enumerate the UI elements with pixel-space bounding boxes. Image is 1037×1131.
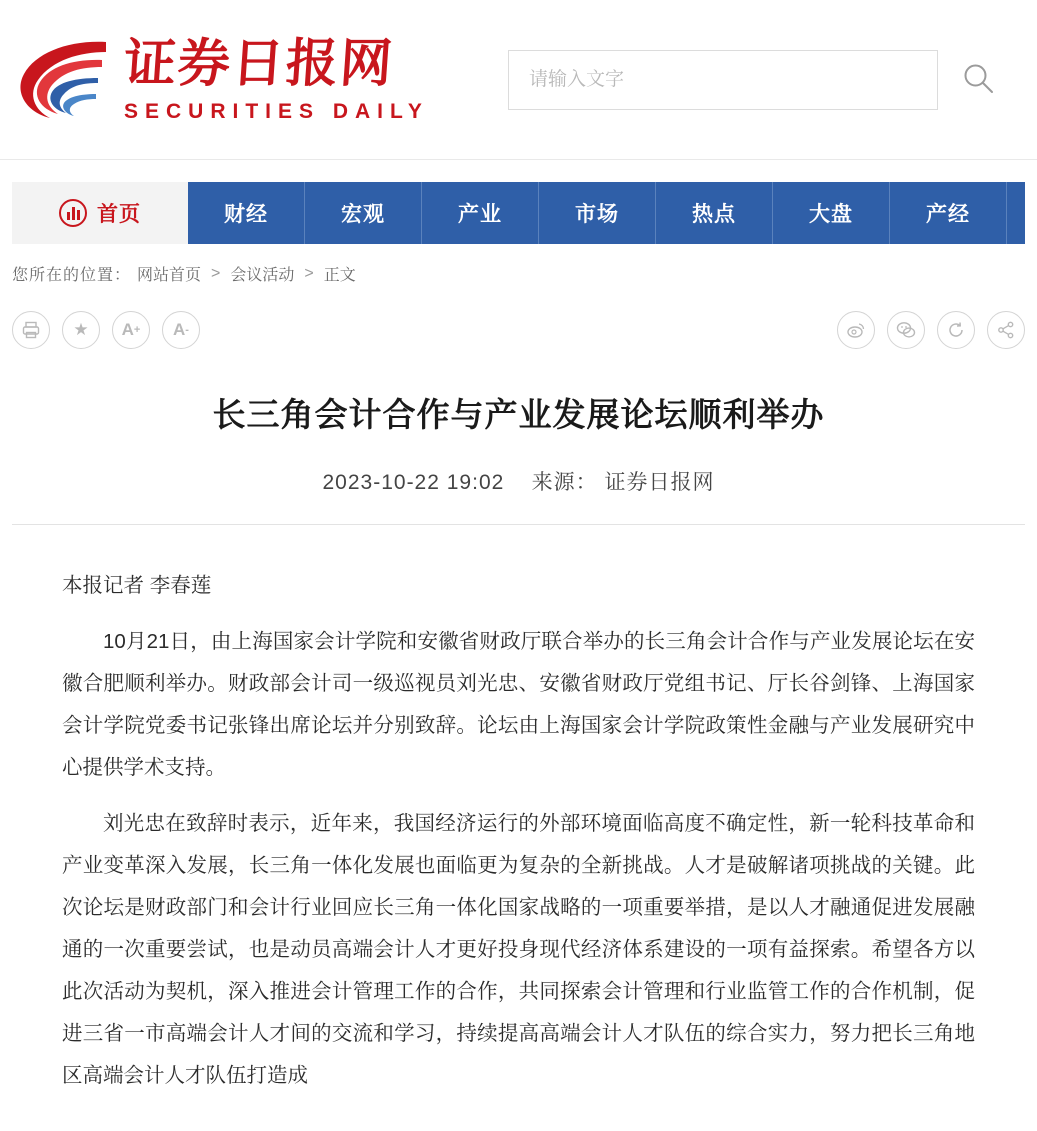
breadcrumb-item-home[interactable]: 网站首页 [137,267,202,284]
breadcrumb [12,262,1025,285]
site-logo[interactable] [10,26,450,134]
nav-item-label: 产经 [926,203,970,226]
nav-item-label: 市场 [575,203,619,226]
nav-item-hongguan[interactable] [305,182,422,244]
site-header [0,0,1037,160]
article-datetime: 2023-10-22 19:02 [322,471,505,494]
share-icon[interactable] [987,311,1025,349]
weibo-share-icon[interactable] [837,311,875,349]
article-byline: 本报记者 李春莲 [62,574,212,597]
article-source-label: 来源： [531,471,598,494]
favorite-star-icon[interactable] [62,311,100,349]
article-source: 证券日报网 [604,471,715,494]
font-sup: - [185,324,189,336]
breadcrumb-label: 您所在的位置： [12,267,132,284]
font-increase-icon[interactable] [112,311,150,349]
nav-item-label: 宏观 [341,203,385,226]
nav-item-chanye[interactable] [422,182,539,244]
logo-text-en: SECURITIES DAILY [124,100,429,124]
logo-mark-icon [10,26,118,134]
nav-item-home[interactable] [12,182,188,244]
article-meta [12,466,1025,496]
font-letter: A [121,320,134,339]
search-icon [961,61,995,98]
toolbar-share-group [837,311,1025,349]
nav-item-caijing[interactable] [188,182,305,244]
font-sup: + [133,324,141,336]
breadcrumb-item-category[interactable]: 会议活动 [230,267,295,284]
breadcrumb-separator: > [304,264,314,282]
nav-item-shichang[interactable] [539,182,656,244]
nav-item-redian[interactable] [656,182,773,244]
wechat-share-icon[interactable] [887,311,925,349]
article-paragraph: 10月21日，由上海国家会计学院和安徽省财政厅联合举办的长三角会计合作与产业发展论坛在安徽合肥顺利举办。财政部会计司一级巡视员刘光忠、安徽省财政厅党组书记、厅长谷剑锋、上海国家会计学院党委书记张锋出席论坛并分别致辞。论坛由上海国家会计学院政策性金融与产业发展研究中心提供学术支持。 [62,630,975,779]
nav-item-label: 首页 [97,203,141,226]
nav-item-chanjing[interactable] [890,182,1007,244]
search-area [508,50,1018,110]
toolbar-left-group [12,311,200,349]
article-paragraph: 刘光忠在致辞时表示，近年来，我国经济运行的外部环境面临高度不确定性，新一轮科技革命和产业变革深入发展，长三角一体化发展也面临更为复杂的全新挑战。人才是破解诸项挑战的关键。此次论坛是财政部门和会计行业回应长三角一体化国家战略的一项重要举措，是以人才融通促进发展融通的一次重要尝试，也是动员高端会计人才更好投身现代经济体系建设的一项有益探索。希望各方以此次活动为契机，深入推进会计管理工作的合作，共同探索会计管理和行业监管工作的合作机制，促进三省一市高端会计人才间的交流和学习，持续提高高端会计人才队伍的综合实力，努力把长三角地区高端会计人才队伍打造成 [62,812,975,1087]
font-letter: A [173,320,186,339]
article-header [12,353,1025,525]
page-title: 长三角会计合作与产业发展论坛顺利举办 [212,395,825,434]
search-box[interactable] [508,50,938,110]
refresh-share-icon[interactable] [937,311,975,349]
nav-item-label: 财经 [224,203,268,226]
font-decrease-icon[interactable] [162,311,200,349]
nav-item-label: 大盘 [809,203,853,226]
logo-text-cn: 证券日报网 [121,32,397,94]
star-glyph: ★ [73,320,89,339]
article [12,353,1025,1131]
nav-item-label: 热点 [692,203,736,226]
breadcrumb-separator: > [211,264,221,282]
article-body [12,525,1025,1131]
nav-item-label: 产业 [458,203,502,226]
chart-icon [59,199,87,227]
main-nav [12,182,1025,244]
nav-item-dapan[interactable] [773,182,890,244]
article-toolbar [12,307,1025,353]
search-button[interactable] [938,50,1018,110]
search-input[interactable] [527,68,919,92]
breadcrumb-item-current: 正文 [323,267,356,284]
print-icon[interactable] [12,311,50,349]
